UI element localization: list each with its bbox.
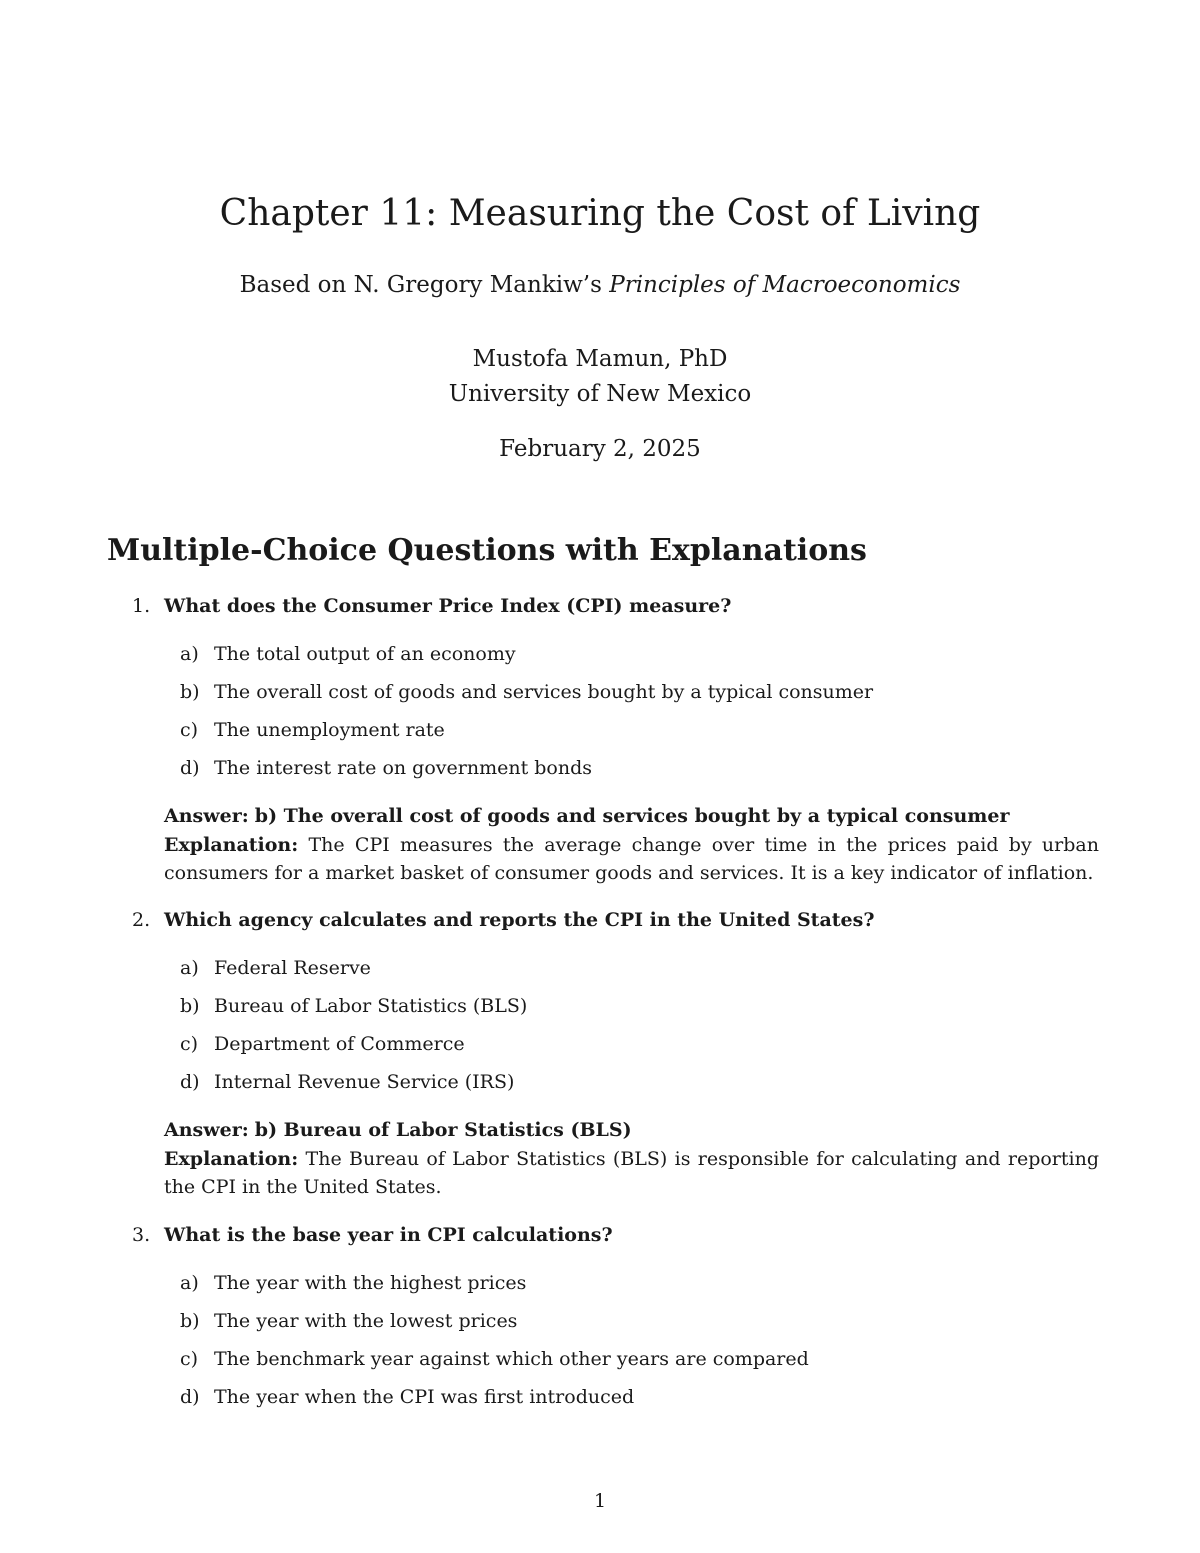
option-text: The year with the lowest prices [214,1310,518,1332]
option-text: The overall cost of goods and services bought by a typical consumer [214,681,874,703]
option-text: The year when the CPI was first introduced [214,1386,635,1408]
question-option [180,1383,634,1411]
document-date: February 2, 2025 [499,436,701,462]
answer-line [164,1116,1099,1145]
question-option [180,1068,514,1096]
answer-label: Answer: [164,805,249,827]
option-text: The total output of an economy [214,643,516,665]
question-option [180,640,516,668]
question-text: What does the Consumer Price Index (CPI) measure? [164,595,732,617]
option-letter: d) [180,1386,200,1408]
question-stem [132,906,874,934]
option-text: The benchmark year against which other years are compared [214,1348,809,1370]
option-letter: c) [180,1348,199,1370]
option-letter: a) [180,643,199,665]
question-stem [132,592,731,620]
question-stem [132,1221,613,1249]
document-title: Chapter 11: Measuring the Cost of Living [219,193,981,234]
answer-text: b) Bureau of Labor Statistics (BLS) [254,1119,632,1141]
option-letter: b) [180,681,200,703]
explanation-line [164,831,1099,888]
option-letter: d) [180,757,200,779]
explanation-line [164,1145,1099,1202]
option-letter: c) [180,719,199,741]
option-text: Internal Revenue Service (IRS) [214,1071,515,1093]
option-text: The unemployment rate [214,719,445,741]
option-letter: a) [180,1272,199,1294]
option-text: Federal Reserve [214,957,371,979]
option-text: The interest rate on government bonds [214,757,593,779]
question-text: Which agency calculates and reports the CPI in the United States? [164,909,875,931]
answer-block [164,802,1099,888]
option-letter: d) [180,1071,200,1093]
question-option [180,1269,526,1297]
option-text: The year with the highest prices [214,1272,527,1294]
answer-label: Answer: [164,1119,249,1141]
question-option [180,954,371,982]
question-option [180,1307,517,1335]
explanation-label: Explanation: [164,833,299,856]
question-text: What is the base year in CPI calculations? [164,1224,613,1246]
question-option [180,1030,465,1058]
option-letter: b) [180,995,200,1017]
subtitle-prefix: Based on N. Gregory Mankiw’s [239,272,610,298]
option-letter: c) [180,1033,199,1055]
answer-text: b) The overall cost of goods and services bought by a typical consumer [254,805,1010,827]
document-subtitle [0,268,1200,302]
question-number: 1. [132,595,151,617]
page-number: 1 [593,1490,607,1512]
option-letter: b) [180,1310,200,1332]
question-number: 3. [132,1224,151,1246]
question-option [180,754,592,782]
subtitle-book-title: Principles of Macroeconomics [609,272,961,298]
question-number: 2. [132,909,151,931]
question-option [180,992,527,1020]
explanation-label: Explanation: [164,1147,299,1170]
option-letter: a) [180,957,199,979]
author-affiliation: University of New Mexico [448,381,752,407]
option-text: Department of Commerce [214,1033,465,1055]
explanation-text: The Bureau of Labor Statistics (BLS) is responsible for calculating and reporting the CPI in the United States. [164,1147,1099,1198]
answer-block [164,1116,1099,1202]
question-option [180,1345,809,1373]
question-option [180,716,445,744]
section-heading: Multiple-Choice Questions with Explanations [107,533,867,568]
question-option [180,678,873,706]
explanation-text: The CPI measures the average change over time in the prices paid by urban consumers for a market basket of consumer goods and services. It is a key indicator of inflation. [164,833,1099,884]
option-text: Bureau of Labor Statistics (BLS) [214,995,528,1017]
answer-line [164,802,1099,831]
author-name: Mustofa Mamun, PhD [472,346,728,372]
